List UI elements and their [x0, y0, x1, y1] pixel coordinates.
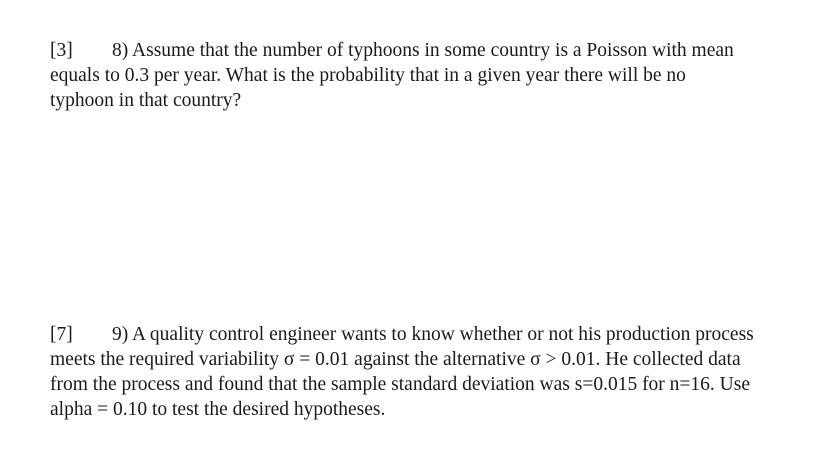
- question-8-line-3: typhoon in that country?: [50, 90, 242, 111]
- question-8: [50, 38, 780, 113]
- question-9-line-4: alpha = 0.10 to test the desired hypotheses.: [50, 399, 386, 420]
- question-9-points: [7]: [50, 324, 73, 345]
- question-8-line-2: equals to 0.3 per year. What is the probability that in a given year there will be no: [50, 65, 686, 86]
- question-8-line-1: [50, 38, 780, 63]
- question-9-text-1: 9) A quality control engineer wants to know whether or not his production process: [112, 324, 754, 345]
- question-9-line-2: meets the required variability σ = 0.01 against the alternative σ > 0.01. He collected data: [50, 349, 741, 370]
- question-9: [50, 322, 780, 422]
- question-9-line-3: from the process and found that the sample standard deviation was s=0.015 for n=16. Use: [50, 374, 751, 395]
- question-8-text-1: 8) Assume that the number of typhoons in some country is a Poisson with mean: [112, 40, 734, 61]
- question-9-line-1: [50, 322, 780, 347]
- question-8-points: [3]: [50, 40, 73, 61]
